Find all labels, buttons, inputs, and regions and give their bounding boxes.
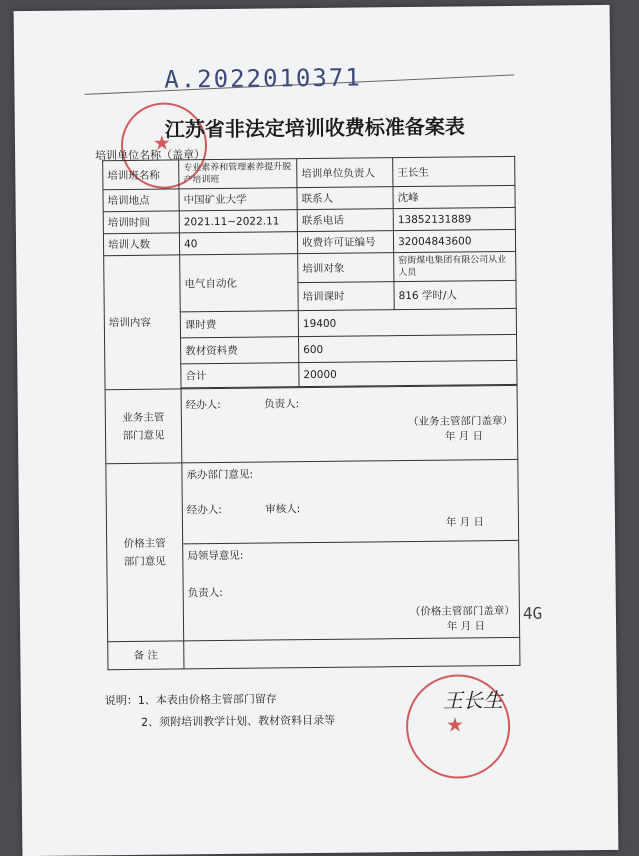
label-content: 培训内容 bbox=[104, 255, 181, 390]
note-line-1: 说明：1、本表由价格主管部门留存 bbox=[104, 692, 277, 708]
label-biz-opinion-2: 部门意见 bbox=[122, 429, 165, 442]
biz-responsible-label: 负责人: bbox=[264, 398, 300, 411]
notes-section bbox=[105, 688, 335, 734]
label-target: 培训对象 bbox=[298, 253, 394, 283]
label-material-fee: 教材资料费 bbox=[181, 337, 299, 364]
label-hours: 培训课时 bbox=[298, 282, 394, 311]
price-handler-label: 经办人: bbox=[186, 503, 222, 517]
label-count: 培训人数 bbox=[103, 233, 179, 256]
seal-star-icon: ★ bbox=[445, 712, 465, 737]
leader-label: 局领导意见: bbox=[187, 549, 244, 563]
value-head: 王长生 bbox=[393, 156, 515, 186]
value-total: 20000 bbox=[299, 360, 517, 386]
value-license: 32004843600 bbox=[393, 229, 515, 252]
value-hours: 816 学时/人 bbox=[394, 280, 516, 309]
label-lesson-fee: 课时费 bbox=[180, 311, 298, 338]
price-opinion-box bbox=[182, 459, 520, 641]
biz-opinion-box bbox=[181, 385, 518, 463]
remarks-box bbox=[184, 637, 520, 669]
handwritten-margin-mark: 4G bbox=[522, 603, 543, 623]
label-remarks: 备 注 bbox=[108, 641, 184, 670]
label-head: 培训单位负责人 bbox=[297, 158, 393, 188]
value-class-name: 专业素养和管理素养提升脱产培训班 bbox=[179, 159, 297, 189]
price-date-1: 年 月 日 bbox=[445, 516, 485, 529]
label-phone: 联系电话 bbox=[297, 209, 393, 232]
value-content: 电气自动化 bbox=[180, 254, 299, 312]
label-time: 培训时间 bbox=[103, 211, 179, 234]
biz-stamp-label: （业务主管部门盖章） bbox=[407, 414, 513, 429]
price-reviewer-label: 审核人: bbox=[265, 503, 301, 516]
filing-form-table bbox=[102, 156, 520, 670]
label-class-name: 培训班名称 bbox=[103, 160, 179, 190]
handwritten-signature: 王长生 bbox=[442, 688, 503, 713]
label-biz-opinion-1: 业务主管 bbox=[122, 411, 165, 424]
price-date-2: 年 月 日 bbox=[446, 620, 486, 633]
seal-star-icon: ★ bbox=[152, 130, 172, 155]
biz-handler-label: 经办人: bbox=[185, 398, 221, 412]
value-location: 中国矿业大学 bbox=[179, 188, 297, 211]
label-total: 合计 bbox=[181, 363, 299, 388]
label-price-opinion bbox=[106, 463, 184, 642]
note-line-2: 2、须附培训教学计划、教材资料目录等 bbox=[140, 713, 336, 729]
value-count: 40 bbox=[179, 232, 297, 255]
unit-name-label: 培训单位名称（盖章） bbox=[95, 148, 206, 163]
label-price-opinion-1: 价格主管 bbox=[123, 537, 166, 550]
undertake-label: 承办部门意见: bbox=[186, 468, 254, 482]
value-phone: 13852131889 bbox=[393, 207, 515, 230]
document-paper bbox=[14, 5, 619, 856]
label-license: 收费许可证编号 bbox=[297, 231, 393, 254]
form-title: 江苏省非法定培训收费标准备案表 bbox=[164, 114, 465, 142]
label-price-opinion-2: 部门意见 bbox=[123, 555, 166, 568]
price-stamp-label: （价格主管部门盖章） bbox=[409, 604, 515, 619]
biz-date: 年 月 日 bbox=[444, 430, 484, 443]
label-biz-opinion bbox=[105, 389, 182, 464]
value-material-fee: 600 bbox=[299, 334, 517, 362]
price-responsible-label: 负责人: bbox=[187, 586, 223, 600]
handwritten-code: A.2022010371 bbox=[164, 63, 362, 94]
label-contact: 联系人 bbox=[297, 187, 393, 210]
value-contact: 沈峰 bbox=[393, 185, 515, 208]
value-time: 2021.11~2022.11 bbox=[179, 210, 297, 233]
value-lesson-fee: 19400 bbox=[298, 308, 516, 336]
value-target: 窑街煤电集团有限公司从业人员 bbox=[394, 251, 516, 281]
label-location: 培训地点 bbox=[103, 189, 179, 212]
